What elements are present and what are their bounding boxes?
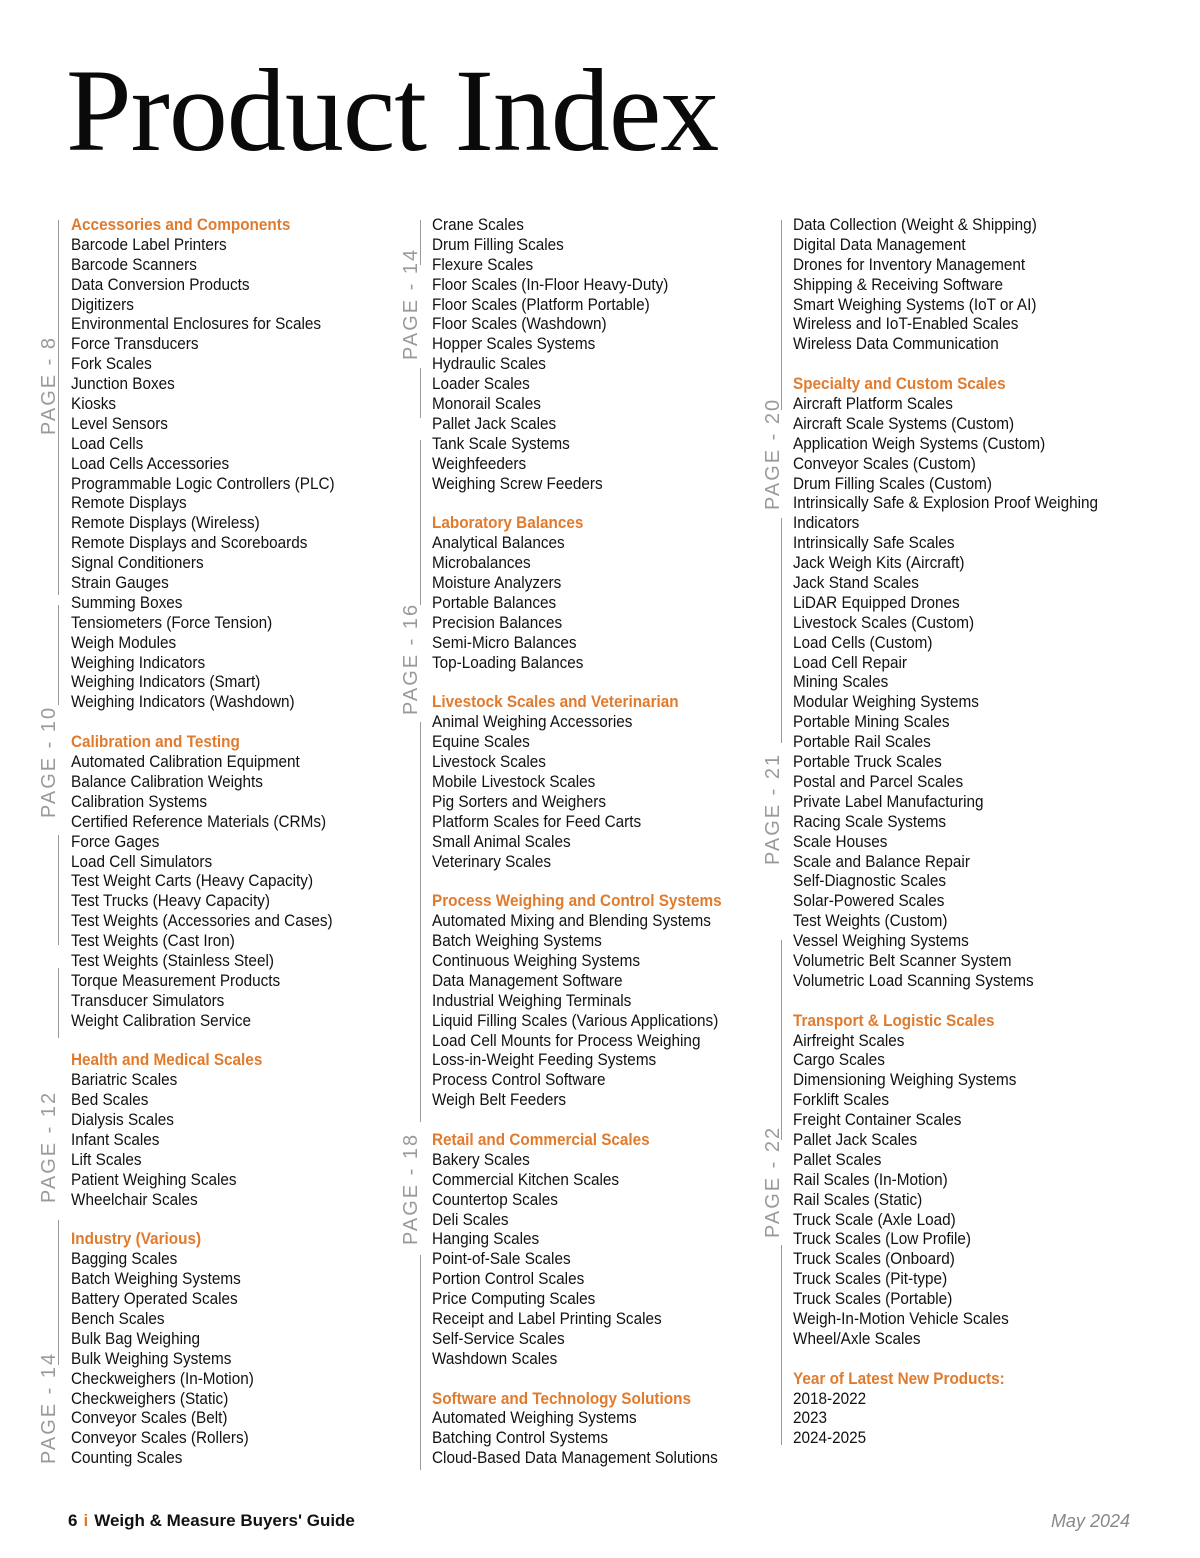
- index-entry: Truck Scales (Pit-type): [793, 1269, 948, 1289]
- section-gap: [793, 991, 1133, 1011]
- section-gap: [793, 1349, 1133, 1369]
- page-divider-rule: [420, 440, 421, 605]
- index-entry: Point-of-Sale Scales: [432, 1249, 571, 1269]
- index-entry: Loader Scales: [432, 374, 530, 394]
- page-title: Product Index: [66, 45, 719, 176]
- page-divider-rule: [420, 722, 421, 1122]
- index-entry: Truck Scales (Portable): [793, 1289, 953, 1309]
- index-entry: Test Weights (Stainless Steel): [71, 950, 274, 970]
- index-entry: Platform Scales for Feed Carts: [432, 811, 642, 831]
- index-entry: Rail Scales (In-Motion): [793, 1169, 948, 1189]
- index-entry: Load Cells Accessories: [71, 453, 230, 473]
- index-entry: Self-Diagnostic Scales: [793, 871, 947, 891]
- index-entry: Portable Truck Scales: [793, 752, 942, 772]
- index-entry: Wireless Data Communication: [793, 334, 999, 354]
- index-entry: Cloud-Based Data Management Solutions: [432, 1448, 718, 1468]
- index-entry: Dialysis Scales: [71, 1110, 174, 1130]
- page-label: PAGE - 20: [762, 397, 784, 510]
- index-entry: Forklift Scales: [793, 1090, 890, 1110]
- index-entry: Conveyor Scales (Rollers): [71, 1428, 249, 1448]
- index-entry: Data Management Software: [432, 970, 623, 990]
- section-gap: [71, 1031, 411, 1051]
- index-entry: Weight Calibration Service: [71, 1010, 251, 1030]
- index-entry: Pallet Jack Scales: [793, 1129, 918, 1149]
- index-entry: Digitizers: [71, 294, 134, 314]
- index-entry: Conveyor Scales (Custom): [793, 453, 976, 473]
- index-entry: Flexure Scales: [432, 254, 534, 274]
- index-entry: Level Sensors: [71, 413, 168, 433]
- index-entry: Scale and Balance Repair: [793, 851, 970, 871]
- index-entry: Transducer Simulators: [71, 990, 225, 1010]
- section-gap: [71, 712, 411, 732]
- index-entry: Barcode Scanners: [71, 254, 197, 274]
- section-heading: Software and Technology Solutions: [432, 1388, 691, 1408]
- page-divider-rule: [420, 368, 421, 418]
- section-gap: [793, 354, 1133, 374]
- index-entry: Bakery Scales: [432, 1149, 530, 1169]
- index-entry: Data Conversion Products: [71, 274, 250, 294]
- index-entry: Truck Scale (Axle Load): [793, 1209, 956, 1229]
- page-label: PAGE - 14: [400, 247, 422, 360]
- index-entry: Drum Filling Scales (Custom): [793, 473, 992, 493]
- footer-date: May 2024: [1050, 1511, 1130, 1531]
- index-entry: Receipt and Label Printing Scales: [432, 1308, 662, 1328]
- index-entry: Signal Conditioners: [71, 553, 204, 573]
- index-entry: Application Weigh Systems (Custom): [793, 433, 1046, 453]
- index-entry: Automated Weighing Systems: [432, 1408, 637, 1428]
- index-entry: Data Collection (Weight & Shipping): [793, 215, 1037, 234]
- section-gap: [71, 1210, 411, 1230]
- index-entry: Continuous Weighing Systems: [432, 950, 641, 970]
- index-column-1: [71, 215, 411, 1468]
- index-entry: Load Cell Repair: [793, 652, 907, 672]
- index-entry: Dimensioning Weighing Systems: [793, 1070, 1017, 1090]
- index-entry: Hydraulic Scales: [432, 354, 546, 374]
- index-entry: Weighing Indicators (Smart): [71, 672, 261, 692]
- index-entry: Wheelchair Scales: [71, 1189, 198, 1209]
- index-entry: Torque Measurement Products: [71, 970, 281, 990]
- index-entry: Volumetric Belt Scanner System: [793, 950, 1012, 970]
- section-heading: Specialty and Custom Scales: [793, 374, 1006, 394]
- index-entry: Equine Scales: [432, 732, 530, 752]
- page-label: PAGE - 22: [762, 1125, 784, 1238]
- section-gap: [432, 672, 772, 692]
- index-entry: Digital Data Management: [793, 234, 966, 254]
- index-entry: Animal Weighing Accessories: [432, 712, 633, 732]
- index-entry: Precision Balances: [432, 612, 563, 632]
- index-entry: Private Label Manufacturing: [793, 791, 984, 811]
- index-entry: Floor Scales (Washdown): [432, 314, 607, 334]
- index-entry: Monorail Scales: [432, 394, 541, 414]
- index-entry: Wheel/Axle Scales: [793, 1328, 921, 1348]
- index-entry: Portable Rail Scales: [793, 732, 931, 752]
- index-entry: Scale Houses: [793, 831, 888, 851]
- index-entry: Countertop Scales: [432, 1189, 558, 1209]
- index-entry: Livestock Scales (Custom): [793, 612, 975, 632]
- index-entry: Indicators: [793, 513, 860, 533]
- index-entry: Wireless and IoT-Enabled Scales: [793, 314, 1019, 334]
- index-entry: Racing Scale Systems: [793, 811, 947, 831]
- page-label: PAGE - 21: [762, 752, 784, 865]
- index-entry: Volumetric Load Scanning Systems: [793, 970, 1034, 990]
- index-entry: Hopper Scales Systems: [432, 334, 596, 354]
- index-entry: Modular Weighing Systems: [793, 692, 979, 712]
- index-entry: Pallet Jack Scales: [432, 413, 557, 433]
- index-entry: Balance Calibration Weights: [71, 771, 263, 791]
- index-entry: Top-Loading Balances: [432, 652, 584, 672]
- index-entry: Force Gages: [71, 831, 160, 851]
- index-entry: Kiosks: [71, 394, 117, 414]
- index-entry: Conveyor Scales (Belt): [71, 1408, 228, 1428]
- index-entry: Weighing Screw Feeders: [432, 473, 603, 493]
- index-entry: Remote Displays and Scoreboards: [71, 533, 308, 553]
- index-entry: Floor Scales (Platform Portable): [432, 294, 650, 314]
- section-gap: [432, 493, 772, 513]
- index-entry: Bench Scales: [71, 1308, 165, 1328]
- index-entry: Tensiometers (Force Tension): [71, 612, 273, 632]
- index-entry: Checkweighers (Static): [71, 1388, 229, 1408]
- page-divider-rule: [58, 605, 59, 705]
- index-entry: Portable Balances: [432, 592, 557, 612]
- index-entry: Liquid Filling Scales (Various Applications): [432, 1010, 719, 1030]
- index-entry: Test Weights (Accessories and Cases): [71, 911, 333, 931]
- section-heading: Year of Latest New Products:: [793, 1368, 1005, 1388]
- page-divider-rule: [58, 835, 59, 945]
- index-entry: Pig Sorters and Weighers: [432, 791, 607, 811]
- index-entry: Shipping & Receiving Software: [793, 274, 1004, 294]
- footer-publication: [68, 1511, 355, 1531]
- page-label: PAGE - 10: [38, 705, 60, 818]
- index-entry: Intrinsically Safe Scales: [793, 533, 955, 553]
- index-entry: LiDAR Equipped Drones: [793, 592, 960, 612]
- index-entry: Bulk Bag Weighing: [71, 1328, 201, 1348]
- index-entry: Bariatric Scales: [71, 1070, 178, 1090]
- index-entry: Freight Container Scales: [793, 1110, 962, 1130]
- index-entry: Environmental Enclosures for Scales: [71, 314, 322, 334]
- index-entry: Load Cells (Custom): [793, 632, 933, 652]
- index-column-3: [793, 215, 1133, 1448]
- index-entry: Lift Scales: [71, 1149, 142, 1169]
- section-heading: Accessories and Components: [71, 215, 291, 234]
- index-entry: Patient Weighing Scales: [71, 1169, 237, 1189]
- index-entry: Automated Calibration Equipment: [71, 752, 300, 772]
- index-entry: Summing Boxes: [71, 592, 183, 612]
- index-entry: Loss-in-Weight Feeding Systems: [432, 1050, 657, 1070]
- index-entry: Deli Scales: [432, 1209, 509, 1229]
- index-entry: Weigh Modules: [71, 632, 177, 652]
- section-gap: [432, 871, 772, 891]
- index-entry: Cargo Scales: [793, 1050, 885, 1070]
- index-entry: 2023: [793, 1408, 828, 1428]
- index-entry: Fork Scales: [71, 354, 152, 374]
- index-entry: Weigh Belt Feeders: [432, 1090, 567, 1110]
- index-entry: Semi-Micro Balances: [432, 632, 577, 652]
- index-entry: Mining Scales: [793, 672, 889, 692]
- section-heading: Health and Medical Scales: [71, 1050, 263, 1070]
- index-entry: Battery Operated Scales: [71, 1289, 238, 1309]
- page-divider-rule: [58, 1220, 59, 1365]
- index-entry: Automated Mixing and Blending Systems: [432, 911, 711, 931]
- index-entry: Weighfeeders: [432, 453, 527, 473]
- index-entry: 2024-2025: [793, 1428, 867, 1448]
- index-entry: Test Weights (Cast Iron): [71, 931, 235, 951]
- section-heading: Livestock Scales and Veterinarian: [432, 692, 679, 712]
- index-entry: Force Transducers: [71, 334, 199, 354]
- index-entry: Remote Displays (Wireless): [71, 513, 260, 533]
- index-entry: Test Weights (Custom): [793, 911, 948, 931]
- index-entry: Price Computing Scales: [432, 1289, 596, 1309]
- index-entry: Calibration Systems: [71, 791, 208, 811]
- index-entry: Microbalances: [432, 553, 531, 573]
- index-entry: Weighing Indicators: [71, 652, 206, 672]
- index-entry: Vessel Weighing Systems: [793, 931, 969, 951]
- index-entry: Small Animal Scales: [432, 831, 571, 851]
- section-gap: [432, 1369, 772, 1389]
- index-entry: Mobile Livestock Scales: [432, 771, 596, 791]
- index-entry: Commercial Kitchen Scales: [432, 1169, 620, 1189]
- index-entry: Tank Scale Systems: [432, 433, 570, 453]
- index-entry: Livestock Scales: [432, 752, 546, 772]
- index-entry: Jack Weigh Kits (Aircraft): [793, 553, 965, 573]
- index-entry: Test Weight Carts (Heavy Capacity): [71, 871, 314, 891]
- index-entry: Floor Scales (In-Floor Heavy-Duty): [432, 274, 669, 294]
- page-label: PAGE - 16: [400, 602, 422, 715]
- index-entry: Programmable Logic Controllers (PLC): [71, 473, 335, 493]
- page-divider-rule: [781, 220, 782, 410]
- index-entry: Jack Stand Scales: [793, 573, 919, 593]
- index-entry: Remote Displays: [71, 493, 187, 513]
- section-gap: [432, 1110, 772, 1130]
- index-entry: Analytical Balances: [432, 533, 565, 553]
- index-column-2: [432, 215, 772, 1468]
- index-entry: Veterinary Scales: [432, 851, 552, 871]
- index-entry: Strain Gauges: [71, 573, 169, 593]
- index-entry: Rail Scales (Static): [793, 1189, 923, 1209]
- page-divider-rule: [58, 968, 59, 1038]
- index-entry: Bagging Scales: [71, 1249, 178, 1269]
- page-divider-rule: [781, 1245, 782, 1445]
- index-entry: Junction Boxes: [71, 374, 175, 394]
- index-entry: Counting Scales: [71, 1448, 183, 1468]
- footer-publication-name: Weigh & Measure Buyers' Guide: [94, 1511, 355, 1530]
- section-heading: Industry (Various): [71, 1229, 202, 1249]
- index-entry: Hanging Scales: [432, 1229, 540, 1249]
- index-entry: Load Cell Simulators: [71, 851, 213, 871]
- index-entry: Truck Scales (Onboard): [793, 1249, 955, 1269]
- index-entry: Industrial Weighing Terminals: [432, 990, 632, 1010]
- index-entry: Portable Mining Scales: [793, 712, 950, 732]
- section-heading: Calibration and Testing: [71, 732, 240, 752]
- index-entry: Batch Weighing Systems: [432, 931, 602, 951]
- footer-page-number: 6: [68, 1511, 78, 1530]
- page-label: PAGE - 14: [38, 1351, 60, 1464]
- index-entry: Bed Scales: [71, 1090, 149, 1110]
- page-divider-rule: [781, 518, 782, 743]
- index-entry: Batch Weighing Systems: [71, 1269, 241, 1289]
- page-label: PAGE - 8: [38, 336, 60, 435]
- page-label: PAGE - 12: [38, 1090, 60, 1203]
- index-entry: Load Cell Mounts for Process Weighing: [432, 1030, 701, 1050]
- index-entry: Aircraft Platform Scales: [793, 394, 953, 414]
- index-entry: Barcode Label Printers: [71, 234, 227, 254]
- page-divider-rule: [420, 1255, 421, 1470]
- index-entry: Certified Reference Materials (CRMs): [71, 811, 327, 831]
- index-entry: 2018-2022: [793, 1388, 867, 1408]
- index-entry: Solar-Powered Scales: [793, 891, 945, 911]
- section-heading: Transport & Logistic Scales: [793, 1010, 995, 1030]
- index-entry: Smart Weighing Systems (IoT or AI): [793, 294, 1037, 314]
- index-entry: Load Cells: [71, 433, 144, 453]
- index-entry: Portion Control Scales: [432, 1269, 585, 1289]
- index-entry: Infant Scales: [71, 1129, 160, 1149]
- index-entry: Moisture Analyzers: [432, 573, 562, 593]
- index-entry: Weigh-In-Motion Vehicle Scales: [793, 1308, 1009, 1328]
- index-entry: Process Control Software: [432, 1070, 606, 1090]
- index-entry: Test Trucks (Heavy Capacity): [71, 891, 270, 911]
- page-label: PAGE - 18: [400, 1132, 422, 1245]
- index-entry: Drones for Inventory Management: [793, 254, 1026, 274]
- page-divider-rule: [781, 940, 782, 1140]
- index-entry: Airfreight Scales: [793, 1030, 905, 1050]
- index-entry: Pallet Scales: [793, 1149, 882, 1169]
- section-heading: Retail and Commercial Scales: [432, 1129, 650, 1149]
- index-entry: Crane Scales: [432, 215, 524, 234]
- index-entry: Truck Scales (Low Profile): [793, 1229, 971, 1249]
- index-entry: Intrinsically Safe & Explosion Proof Weighing: [793, 493, 1099, 513]
- index-entry: Postal and Parcel Scales: [793, 771, 964, 791]
- index-entry: Weighing Indicators (Washdown): [71, 692, 295, 712]
- index-entry: Bulk Weighing Systems: [71, 1348, 232, 1368]
- index-entry: Batching Control Systems: [432, 1428, 609, 1448]
- footer-separator: i: [83, 1511, 89, 1530]
- index-entry: Washdown Scales: [432, 1348, 558, 1368]
- index-entry: Checkweighers (In-Motion): [71, 1368, 254, 1388]
- index-entry: Drum Filling Scales: [432, 234, 564, 254]
- section-heading: Laboratory Balances: [432, 513, 584, 533]
- index-entry: Self-Service Scales: [432, 1328, 565, 1348]
- index-entry: Aircraft Scale Systems (Custom): [793, 413, 1015, 433]
- section-heading: Process Weighing and Control Systems: [432, 891, 722, 911]
